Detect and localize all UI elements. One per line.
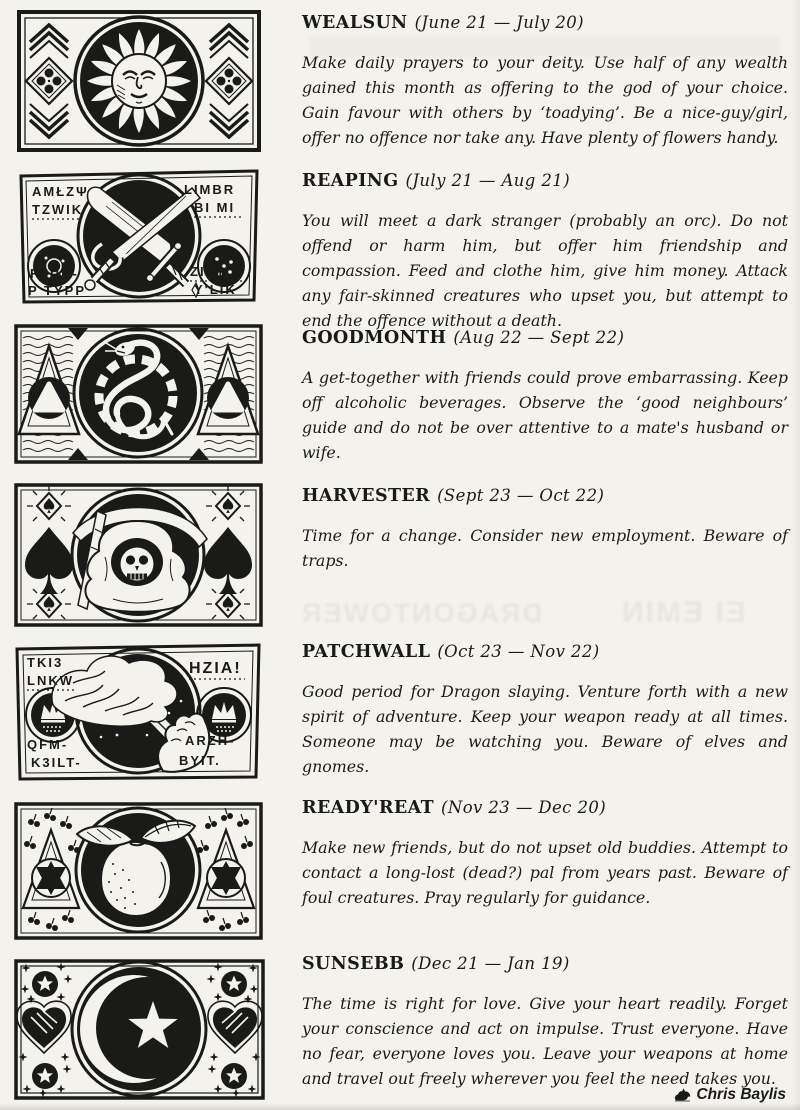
month-name: READY'REAT [302,798,435,818]
month-text: Good period for Dragon slaying. Venture forth with a new spirit of adventure. Keep your weapon ready at all times. Someone may be watching you. Beware of elves and gnomes. [302,682,788,776]
grim-reaper-icon [13,481,264,629]
crescent-moon-star-icon [13,957,266,1102]
month-dates: (Sept 23 — Oct 22) [437,486,605,505]
month-name: PATCHWALL [302,642,431,662]
month-dates: (Aug 22 — Sept 22) [453,328,625,347]
section-goodmonth [302,328,788,465]
month-dates: (June 21 — July 20) [414,13,584,32]
burning-torch-icon [13,641,264,783]
sun-face-icon [16,8,262,154]
month-text: Time for a change. Consider new employment. Beware of traps. [302,526,788,570]
rune-text: TZWIK [32,202,84,217]
rune-text: HZIA! [189,660,242,677]
rune-text: AMŁZΨ [32,184,89,199]
month-heading [302,171,788,191]
rune-text: P TYPP [28,283,87,298]
month-heading [302,798,788,818]
section-sunsebb [302,954,788,1091]
panel-patchwall [13,641,264,783]
month-text: Make new friends, but do not upset old buddies. Attempt to contact a long-lost (dead?) pal from years past. Beware of foul creatures. Pray regularly for guidance. [302,838,788,907]
rune-text: LNKW [27,673,74,688]
panel-goodmonth [13,322,264,466]
rune-text: ZIIM- [190,264,231,279]
month-name: SUNSEBB [302,954,405,974]
month-name: GOODMONTH [302,328,447,348]
artist-name: Chris Baylis [696,1086,786,1103]
rune-text: FZIIR- [30,266,79,281]
rune-text: TKI3 [27,655,64,670]
month-name: WEALSUN [302,13,408,33]
rune-text: LIMBR [184,182,236,197]
month-text: You will meet a dark stranger (probably an orc). Do not offend or harm him, but offer him friendship and compassion. Feed and clothe him, give him money. Attack any fair-skinned creatures who upset you, but attempt to end the offence without a death. [302,211,788,330]
month-heading [302,13,788,33]
panel-readyreat [13,800,264,942]
coiled-serpent-icon [13,322,264,466]
rune-text: BYIT. [179,753,221,768]
bleedthrough-text: EI EMIN [620,596,746,629]
rune-text: BI MI [194,200,236,215]
section-readyreat [302,798,788,910]
month-heading [302,486,788,506]
month-name: HARVESTER [302,486,431,506]
rune-text: K3ILT- [31,755,82,770]
month-text: Make daily prayers to your deity. Use half of any wealth gained this month as offering to the god of your choice. Gain favour with others by ‘toadying’. Be a nice-guy/girl, offer no offence nor take any. Have plenty of flowers handy. [302,53,788,147]
apple-icon [13,800,264,942]
month-text: The time is right for love. Give your heart readily. Forget your conscience and act on impulse. Trust everyone. Have no fear, everyone loves you. Leave your weapons at home and travel out freely wherever you feel the need takes you. [302,994,788,1088]
panel-harvester [13,481,264,629]
scan-edge-shadow [0,1103,800,1110]
crossed-swords-icon [16,166,262,306]
month-dates: (July 21 — Aug 21) [405,171,571,190]
artist-credit [674,1086,786,1104]
panel-wealsun [16,8,262,154]
month-heading [302,328,788,348]
section-harvester [302,486,788,573]
month-name: REAPING [302,171,399,191]
month-dates: (Oct 23 — Nov 22) [437,642,600,661]
dragon-icon [674,1088,691,1102]
month-heading [302,954,788,974]
rune-text: QFM- [27,737,69,752]
section-wealsun [302,13,788,150]
panel-reaping [16,166,262,306]
bleedthrough-text: DRAGONTOWER [300,598,542,628]
section-patchwall [302,642,788,779]
rune-text: Y'LIK [194,282,237,297]
section-reaping [302,171,788,333]
month-dates: (Dec 21 — Jan 19) [411,954,570,973]
month-text: A get-together with friends could prove embarrassing. Keep off alcoholic beverages. Observe the ‘good neighbours’ guide and do not be over attentive to a mate's husband or wife. [302,368,788,462]
month-heading [302,642,788,662]
month-dates: (Nov 23 — Dec 20) [441,798,607,817]
rune-text: ARZH- [185,733,236,748]
panel-sunsebb [13,957,266,1102]
